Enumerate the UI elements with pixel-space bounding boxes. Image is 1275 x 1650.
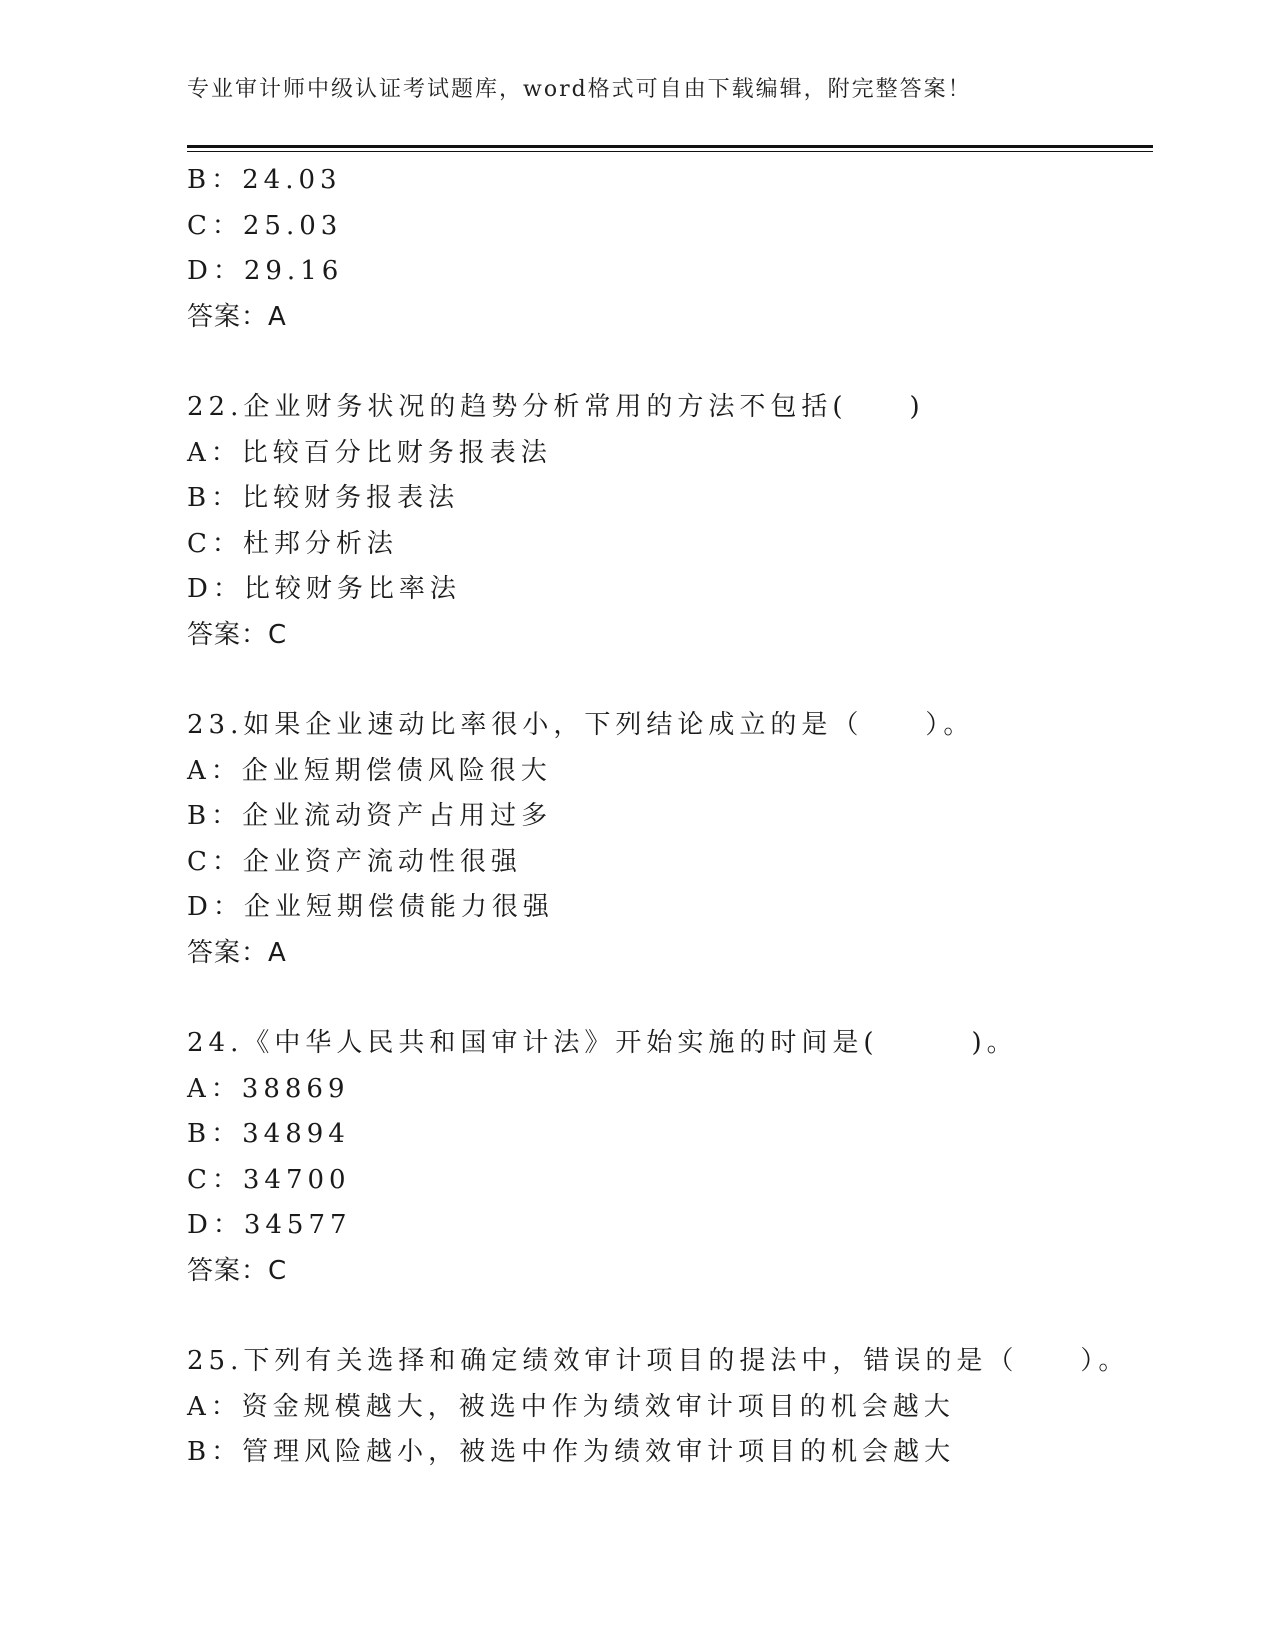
option-c: C：企业资产流动性很强 bbox=[187, 846, 522, 877]
option-b: B：24.03 bbox=[187, 165, 342, 195]
answer-line: 答案：C bbox=[187, 1255, 288, 1286]
option-d: D：34577 bbox=[187, 1210, 352, 1240]
header-rule-thin bbox=[187, 151, 1153, 152]
question-23 bbox=[187, 703, 1153, 976]
option-c: C：25.03 bbox=[187, 210, 343, 241]
question-25 bbox=[187, 1339, 1153, 1476]
option-b: B：34894 bbox=[187, 1119, 350, 1149]
option-c: C：34700 bbox=[187, 1164, 351, 1195]
question-stem: 22.企业财务状况的趋势分析常用的方法不包括( ) bbox=[187, 392, 925, 422]
option-a: A：比较百分比财务报表法 bbox=[187, 437, 552, 468]
question-21-continued bbox=[187, 158, 1153, 340]
option-b: B：企业流动资产占用过多 bbox=[187, 801, 553, 831]
option-c: C：杜邦分析法 bbox=[187, 528, 398, 559]
question-22 bbox=[187, 385, 1153, 658]
question-stem: 24.《中华人民共和国审计法》开始实施的时间是( )。 bbox=[187, 1028, 1018, 1058]
answer-line: 答案：C bbox=[187, 619, 288, 650]
option-a: A：资金规模越大，被选中作为绩效审计项目的机会越大 bbox=[187, 1391, 955, 1422]
question-stem: 25.下列有关选择和确定绩效审计项目的提法中，错误的是（ ）。 bbox=[187, 1346, 1130, 1376]
option-a: A：38869 bbox=[187, 1073, 350, 1104]
option-d: D：29.16 bbox=[187, 256, 344, 286]
option-d: D：企业短期偿债能力很强 bbox=[187, 892, 554, 922]
answer-line: 答案：A bbox=[187, 301, 287, 332]
option-b: B：管理风险越小，被选中作为绩效审计项目的机会越大 bbox=[187, 1437, 956, 1467]
header-rule-thick bbox=[187, 145, 1153, 148]
page-header: 专业审计师中级认证考试题库，word格式可自由下载编辑，附完整答案！ bbox=[187, 77, 972, 102]
answer-line: 答案：A bbox=[187, 937, 287, 968]
question-stem: 23.如果企业速动比率很小，下列结论成立的是（ ）。 bbox=[187, 710, 975, 740]
question-list bbox=[187, 158, 1153, 1476]
option-a: A：企业短期偿债风险很大 bbox=[187, 755, 552, 786]
question-24 bbox=[187, 1021, 1153, 1294]
option-b: B：比较财务报表法 bbox=[187, 483, 460, 513]
option-d: D：比较财务比率法 bbox=[187, 574, 461, 604]
